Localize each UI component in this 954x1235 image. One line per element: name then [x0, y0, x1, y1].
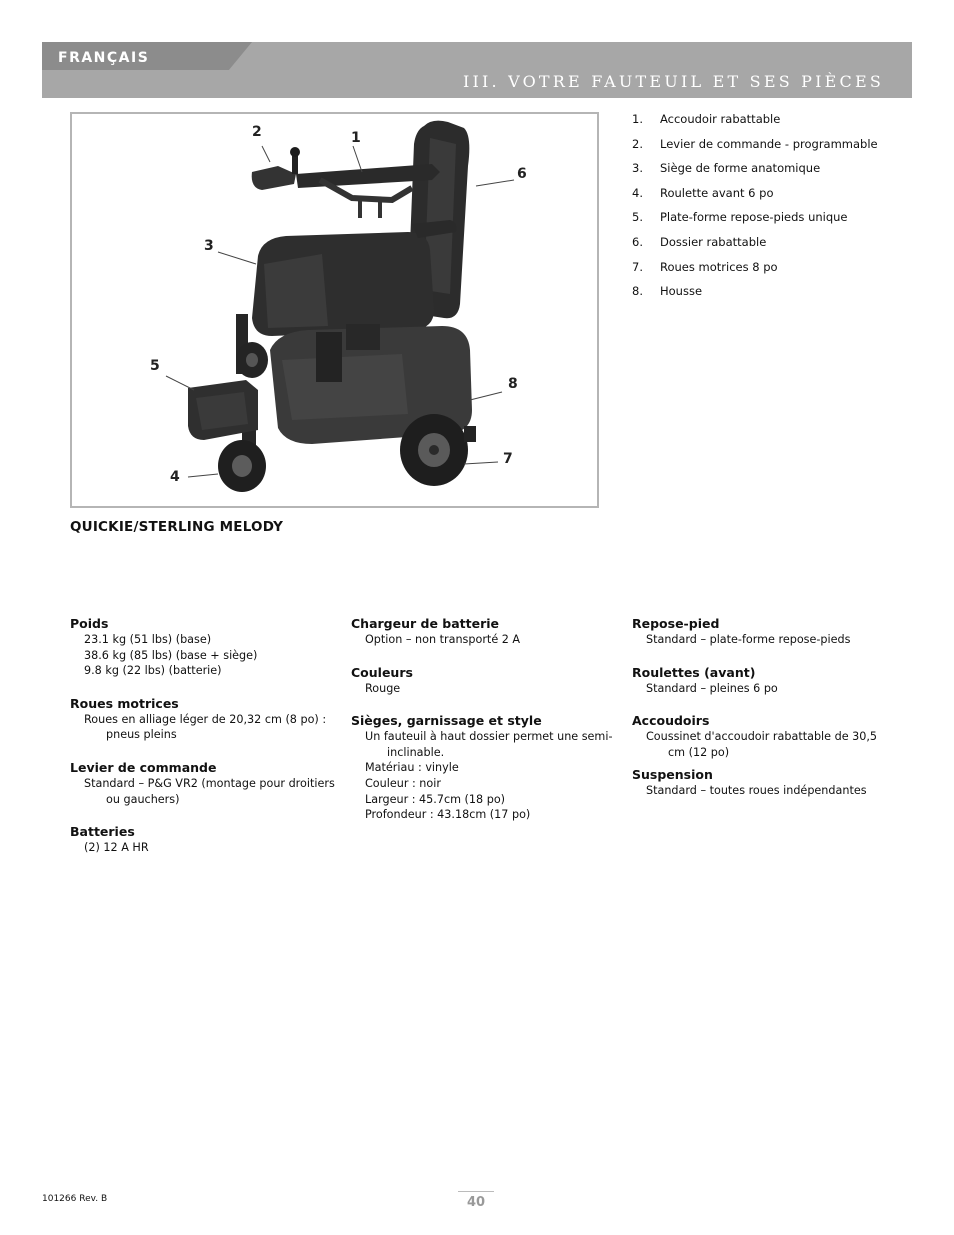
part-number: 3. — [632, 161, 643, 176]
part-number: 1. — [632, 112, 643, 126]
spec-value: Largeur : 45.7cm (18 po) — [365, 792, 506, 806]
footer-divider — [458, 1191, 494, 1192]
spec-roulettes — [632, 664, 897, 697]
list-item — [632, 208, 878, 233]
spec-poids — [70, 615, 335, 679]
part-label: Roues motrices 8 po — [660, 259, 778, 274]
part-number: 6. — [632, 234, 643, 249]
part-label: Housse — [660, 284, 703, 299]
spec-title: Sièges, garnissage et style — [351, 713, 542, 729]
spec-couleurs — [351, 664, 616, 697]
spec-repose-pied — [632, 615, 897, 648]
part-number: 8. — [632, 284, 643, 299]
spec-title: Levier de commande — [70, 759, 217, 775]
spec-column-2 — [351, 615, 616, 839]
part-label: Roulette avant 6 po — [660, 185, 774, 200]
spec-title: Repose-pied — [632, 616, 720, 631]
spec-value: Standard – P&G VR2 (montage pour droitiers ou gauchers) — [84, 776, 335, 806]
part-label: Accoudoir rabattable — [660, 112, 781, 126]
spec-title: Poids — [70, 616, 109, 631]
parts-list — [632, 110, 878, 307]
section-title: III. VOTRE FAUTEUIL ET SES PIÈCES — [463, 72, 884, 91]
document-code: 101266 Rev. B — [42, 1194, 108, 1204]
callout-1: 1 — [351, 130, 361, 146]
spec-value: Rouge — [365, 681, 401, 695]
part-label: Siège de forme anatomique — [660, 161, 821, 176]
spec-roues-motrices — [70, 695, 335, 743]
spec-suspension — [632, 766, 897, 799]
spec-title: Chargeur de batterie — [351, 616, 500, 631]
wheelchair-figure — [70, 112, 599, 508]
part-label: Levier de commande - programmable — [660, 136, 878, 151]
callout-3: 3 — [204, 238, 214, 254]
list-item — [632, 233, 878, 258]
spec-value: Profondeur : 43.18cm (17 po) — [365, 808, 531, 822]
spec-value: Un fauteuil à haut dossier permet une semi-inclinable. — [365, 730, 613, 759]
spec-title: Roues motrices — [70, 695, 179, 711]
part-number: 5. — [632, 210, 643, 225]
spec-batteries — [70, 823, 335, 856]
spec-title: Roulettes (avant) — [632, 664, 756, 680]
spec-value: 38.6 kg (85 lbs) (base + siège) — [84, 648, 258, 662]
spec-value: Roues en alliage léger de 20,32 cm (8 po) : pneus pleins — [84, 712, 327, 742]
list-item — [632, 159, 878, 184]
spec-sieges — [351, 712, 616, 823]
callout-8: 8 — [508, 376, 518, 392]
callout-7: 7 — [503, 451, 513, 467]
spec-title: Batteries — [70, 824, 135, 840]
spec-levier-de-commande — [70, 759, 335, 807]
spec-value: Standard – plate-forme repose-pieds — [646, 633, 851, 646]
list-item — [632, 135, 878, 160]
spec-chargeur — [351, 615, 616, 648]
spec-accoudoirs — [632, 712, 897, 760]
model-title: QUICKIE/STERLING MELODY — [70, 519, 284, 535]
part-number: 4. — [632, 185, 643, 200]
page-number: 40 — [466, 1195, 486, 1210]
callout-6: 6 — [517, 166, 527, 182]
callout-2: 2 — [252, 124, 262, 140]
spec-title: Accoudoirs — [632, 713, 710, 729]
spec-column-3 — [632, 615, 897, 815]
spec-value: 9.8 kg (22 lbs) (batterie) — [84, 664, 222, 678]
part-label: Dossier rabattable — [660, 234, 767, 249]
spec-value: (2) 12 A HR — [84, 841, 149, 855]
list-item — [632, 184, 878, 209]
language-label: FRANÇAIS — [58, 50, 150, 66]
spec-value: Couleur : noir — [365, 776, 441, 790]
spec-title: Suspension — [632, 767, 713, 783]
spec-value: Option – non transporté 2 A — [365, 633, 521, 646]
part-number: 2. — [632, 136, 643, 151]
spec-value: Coussinet d'accoudoir rabattable de 30,5 cm (12 po) — [646, 730, 878, 759]
spec-value: Standard – toutes roues indépendantes — [646, 784, 867, 798]
spec-value: Matériau : vinyle — [365, 761, 459, 775]
spec-column-1 — [70, 615, 335, 872]
callout-4: 4 — [170, 469, 180, 485]
part-label: Plate-forme repose-pieds unique — [660, 210, 848, 225]
list-item — [632, 258, 878, 283]
spec-value: Standard – pleines 6 po — [646, 681, 778, 695]
list-item — [632, 282, 878, 307]
callout-5: 5 — [150, 358, 160, 374]
list-item — [632, 110, 878, 135]
spec-title: Couleurs — [351, 664, 413, 680]
spec-value: 23.1 kg (51 lbs) (base) — [84, 633, 212, 646]
part-number: 7. — [632, 259, 643, 274]
